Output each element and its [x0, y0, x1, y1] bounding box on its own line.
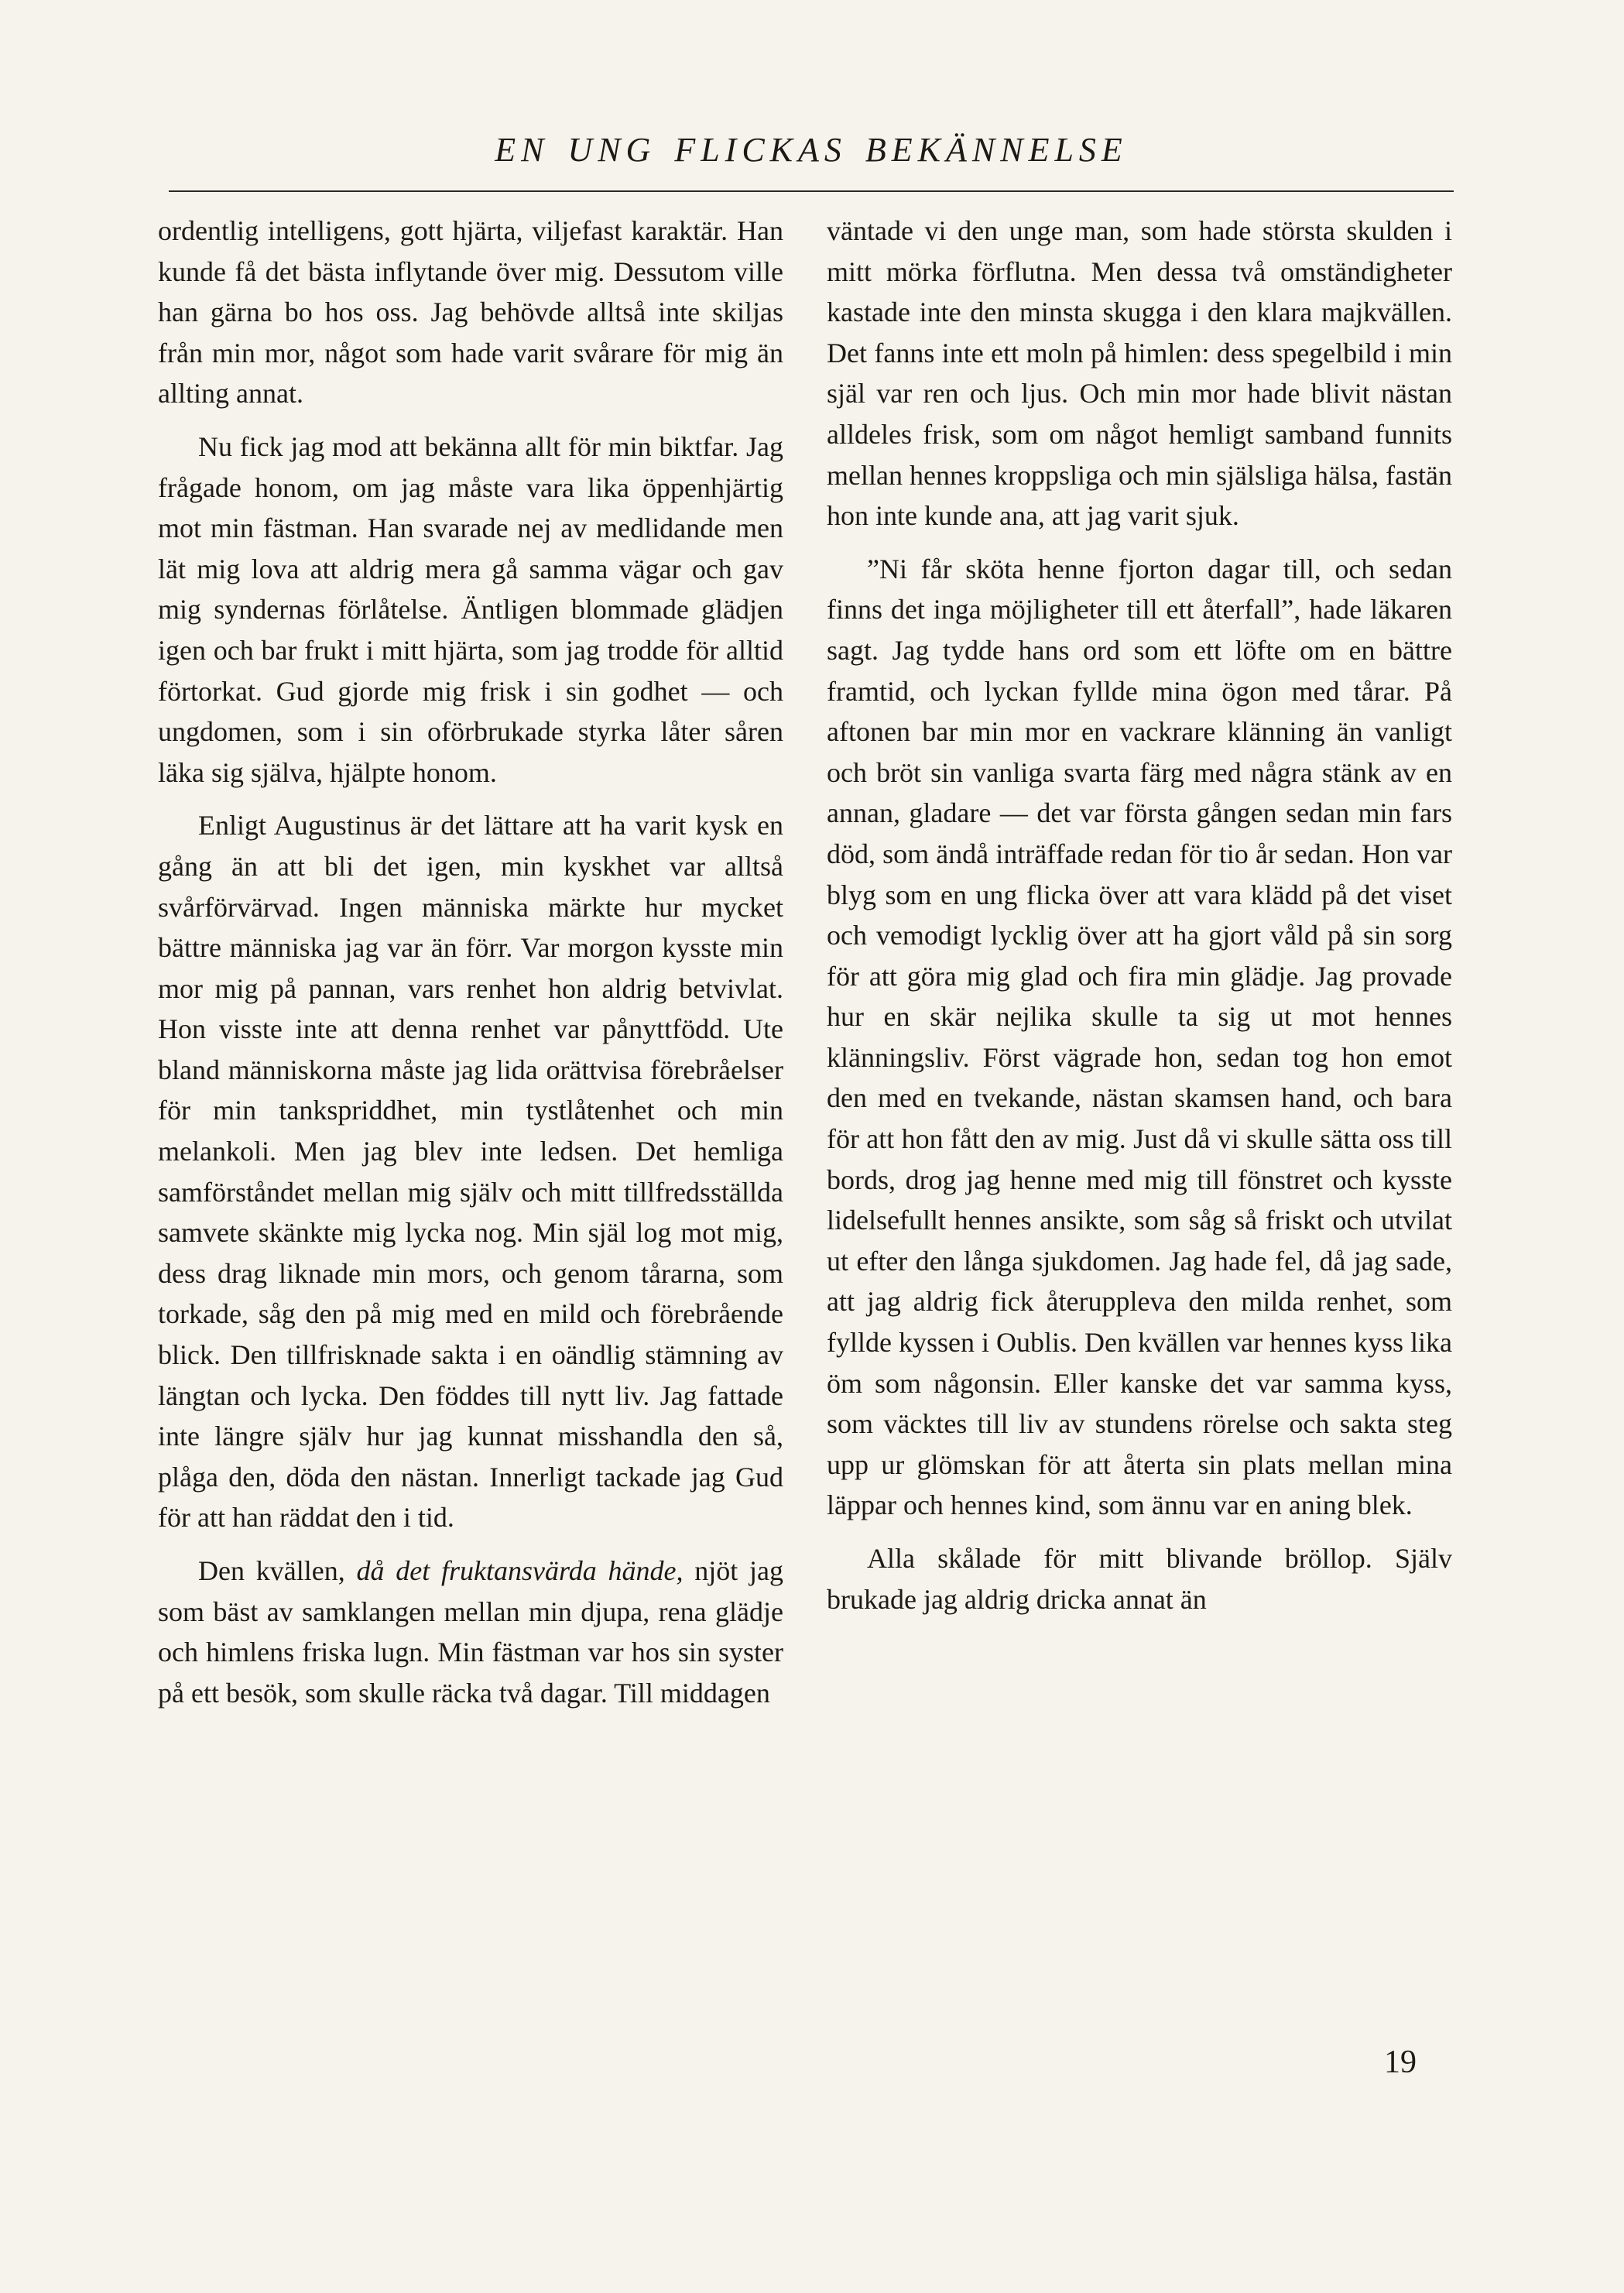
paragraph: Enligt Augustinus är det lättare att ha varit kysk en gång än att bli det igen, min kyskhet var alltså svårförvärvad. Ingen människa märkte hur mycket bättre människa jag var än förr. Var morgon kysste min mor mig på pannan, vars renhet hon aldrig betvivlat. Hon visste inte att denna renhet var pånyttfödd. Ute bland människorna måste jag lida orättvisa förebråelser för min tankspriddhet, min tystlåtenhet och min melankoli. Men jag blev inte ledsen. Det hemliga samförståndet mellan mig själv och mitt tillfredsställda samvete skänkte mig lycka nog. Min själ log mot mig, dess drag liknade min mors, och genom tårarna, som torkade, såg den på mig med en mild och förebrående blick. Den tillfrisknade sakta i en oändlig stämning av längtan och lycka. Den föddes till nytt liv. Jag fattade inte längre själv hur jag kunnat misshandla den så, plåga den, döda den nästan. Innerligt tackade jag Gud för att han räddat den i tid. — [158, 810, 783, 1534]
running-header — [169, 130, 1454, 170]
paragraph-text: njöt jag som bäst av samklangen mellan min djupa, rena glädje och himlens friska lugn. Min fästman var hos sin syster på ett besök, som skulle räcka två dagar. Till middagen — [158, 1555, 783, 1709]
italic-phrase: då det fruktansvärda hände, — [356, 1555, 684, 1586]
paragraph: ordentlig intelligens, gott hjärta, viljefast karaktär. Han kunde få det bästa inflytande över mig. Dessutom ville han gärna bo hos oss. Jag behövde alltså inte skiljas från min mor, något som hade varit svårare för mig än allting annat. — [158, 215, 783, 410]
page-number: 19 — [1384, 2045, 1417, 2080]
paragraph — [158, 1551, 783, 1713]
header-rule — [169, 190, 1454, 192]
left-column — [158, 211, 783, 1713]
paragraph: Nu fick jag mod att bekänna allt för min biktfar. Jag frågade honom, om jag måste vara lika öppenhjärtig mot min fästman. Han svarade nej av medlidande men lät mig lova att aldrig mera gå samma vägar och gav mig syndernas förlåtelse. Äntligen blommade glädjen igen och bar frukt i mitt hjärta, som jag trodde för alltid förtorkat. Gud gjorde mig frisk i sin godhet — och ungdomen, som i sin oförbrukade styrka låter såren läka sig själva, hjälpte honom. — [158, 430, 783, 788]
paragraph: väntade vi den unge man, som hade största skulden i mitt mörka förflutna. Men dessa två omständigheter kastade inte den minsta skugga i den klara majkvällen. Det fanns inte ett moln på himlen: dess spegelbild i min själ var ren och ljus. Och min mor hade blivit nästan alldeles frisk, som om något hemligt samband funnits mellan hennes kroppsliga och min själsliga hälsa, fastän hon inte kunde ana, att jag varit sjuk. — [827, 215, 1452, 532]
paragraph: ”Ni får sköta henne fjorton dagar till, och sedan finns det inga möjligheter till ett återfall”, hade läkaren sagt. Jag tydde hans ord som ett löfte om en bättre framtid, och lyckan fyllde mina ögon med tårar. På aftonen bar min mor en vackrare klänning än vanligt och bröt sin vanliga svarta färg med några stänk av en annan, gladare — det var första gången sedan min fars död, som ändå inträffade redan för tio år sedan. Hon var blyg som en ung flicka över att vara klädd på det viset och vemodigt lycklig över att ha gjort våld på sin sorg för att göra mig glad och fira min glädje. Jag provade hur en skär nejlika skulle ta sig ut mot hennes klänningsliv. Först vägrade hon, sedan tog hon emot den med en tvekande, nästan skamsen hand, och bara för att hon fått den av mig. Just då vi skulle sätta oss till bords, drog jag henne med mig till fönstret och kysste lidelsefullt hennes ansikte, som såg så friskt och utvilat ut efter den långa sjukdomen. Jag hade fel, då jag sade, att jag aldrig fick återuppleva den milda renhet, som fyllde kyssen i Oublis. Den kvällen var hennes kyss lika öm som någonsin. Eller kanske det var samma kyss, som väcktes till liv av stundens rörelse och sakta steg upp ur glömskan för att återta sin plats mellan mina läppar och hennes kind, som ännu var en aning blek. — [827, 553, 1452, 1521]
paragraph: Alla skålade för mitt blivande bröllop. Själv brukade jag aldrig dricka annat än — [827, 1543, 1452, 1615]
right-column — [827, 211, 1452, 1619]
paragraph-text: Den kvällen, — [198, 1555, 357, 1586]
running-header-title: EN UNG FLICKAS BEKÄNNELSE — [495, 131, 1128, 169]
